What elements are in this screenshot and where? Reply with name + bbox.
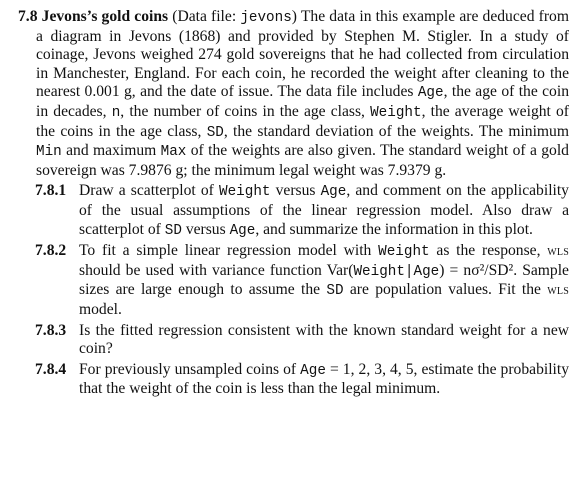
exercise-number: 7.8	[18, 8, 38, 25]
part-text: Is the fitted regression consistent with the known standard weight for a new coin?	[79, 321, 569, 358]
var-weight-given-age: Weight|Age	[353, 263, 440, 280]
var-weight: Weight	[378, 244, 430, 261]
part-text-segment: should be used with variance function Var(	[79, 261, 354, 279]
var-sd: SD	[206, 124, 224, 141]
var-min: Min	[36, 144, 62, 161]
part-number: 7.8.2	[35, 242, 67, 260]
intro-text-3: , the number of coins in the age class,	[120, 102, 365, 120]
part-text-segment: To fit a simple linear regression model with	[79, 242, 372, 260]
part-text-segment: model.	[79, 300, 122, 318]
var-weight: Weight	[219, 184, 271, 201]
intro-text-6: and maximum	[66, 142, 157, 160]
part-7-8-3	[18, 322, 569, 359]
intro-text-4: , the average weight of the coins in the age class,	[36, 102, 569, 140]
data-file-prefix: (Data file:	[172, 8, 237, 25]
wls-abbrev: wls	[547, 243, 569, 260]
data-file-suffix: )	[291, 8, 297, 25]
part-text-segment: versus	[275, 182, 316, 200]
intro-text-1: The data in this example are deduced from a diagram in Jevons (1868) and provided by Stephen M. Stigler. In a study of coinage, Jevons weighed 274 gold sovereigns that he had collected from circulation in Manchester, England. For each coin, he recorded the weight after cleaning to the nearest 0.001 g, and the date of issue. The data file includes	[36, 8, 569, 101]
part-7-8-4	[18, 361, 569, 399]
exercise-title: Jevons’s gold coins	[41, 8, 169, 25]
part-text-segment: ) = nσ²/SD². Sample sizes are large enough to assume the	[79, 261, 569, 299]
wls-abbrev: wls	[547, 282, 569, 299]
var-weight: Weight	[370, 104, 422, 121]
var-sd: SD	[326, 283, 344, 300]
part-text-segment: = 1, 2, 3, 4, 5, estimate the probability that the weight of the coin is less than the legal minimum.	[79, 360, 569, 398]
part-text-segment: versus	[185, 220, 226, 238]
part-number: 7.8.3	[35, 321, 67, 339]
var-age: Age	[229, 222, 256, 239]
exercise-7-8	[18, 8, 569, 399]
intro-text-2: , the age of the coin in decades,	[36, 83, 569, 120]
part-7-8-1	[18, 182, 569, 240]
var-age: Age	[320, 184, 347, 201]
intro-text-7: of the weights are also given. The standard weight of a gold sovereign was 7.9876 g; the minimum legal weight was 7.9379 g.	[36, 142, 569, 179]
data-file-name: jevons	[240, 10, 292, 26]
part-number: 7.8.1	[35, 182, 67, 200]
part-text	[79, 182, 569, 240]
var-n: n	[111, 104, 121, 121]
part-text-segment: are population values. Fit the	[349, 281, 541, 299]
part-text	[79, 361, 569, 399]
part-7-8-2	[18, 242, 569, 319]
intro-text-5: , the standard deviation of the weights. The minimum	[223, 122, 569, 140]
part-text	[79, 242, 569, 319]
part-text-segment: , and comment on the applicability of the usual assumptions of the linear regression model. Also draw a scatterplot of	[79, 182, 569, 238]
var-age: Age	[300, 362, 326, 379]
var-sd: SD	[164, 222, 182, 239]
part-text-segment: as the response,	[436, 242, 541, 260]
var-max: Max	[160, 144, 187, 161]
var-age: Age	[417, 85, 444, 102]
exercise-intro	[18, 8, 569, 180]
part-text-segment: For previously unsampled coins of	[79, 360, 297, 378]
part-number: 7.8.4	[35, 360, 67, 378]
part-text-segment: Draw a scatterplot of	[79, 182, 214, 200]
part-text-segment: , and summarize the information in this plot.	[255, 220, 533, 238]
